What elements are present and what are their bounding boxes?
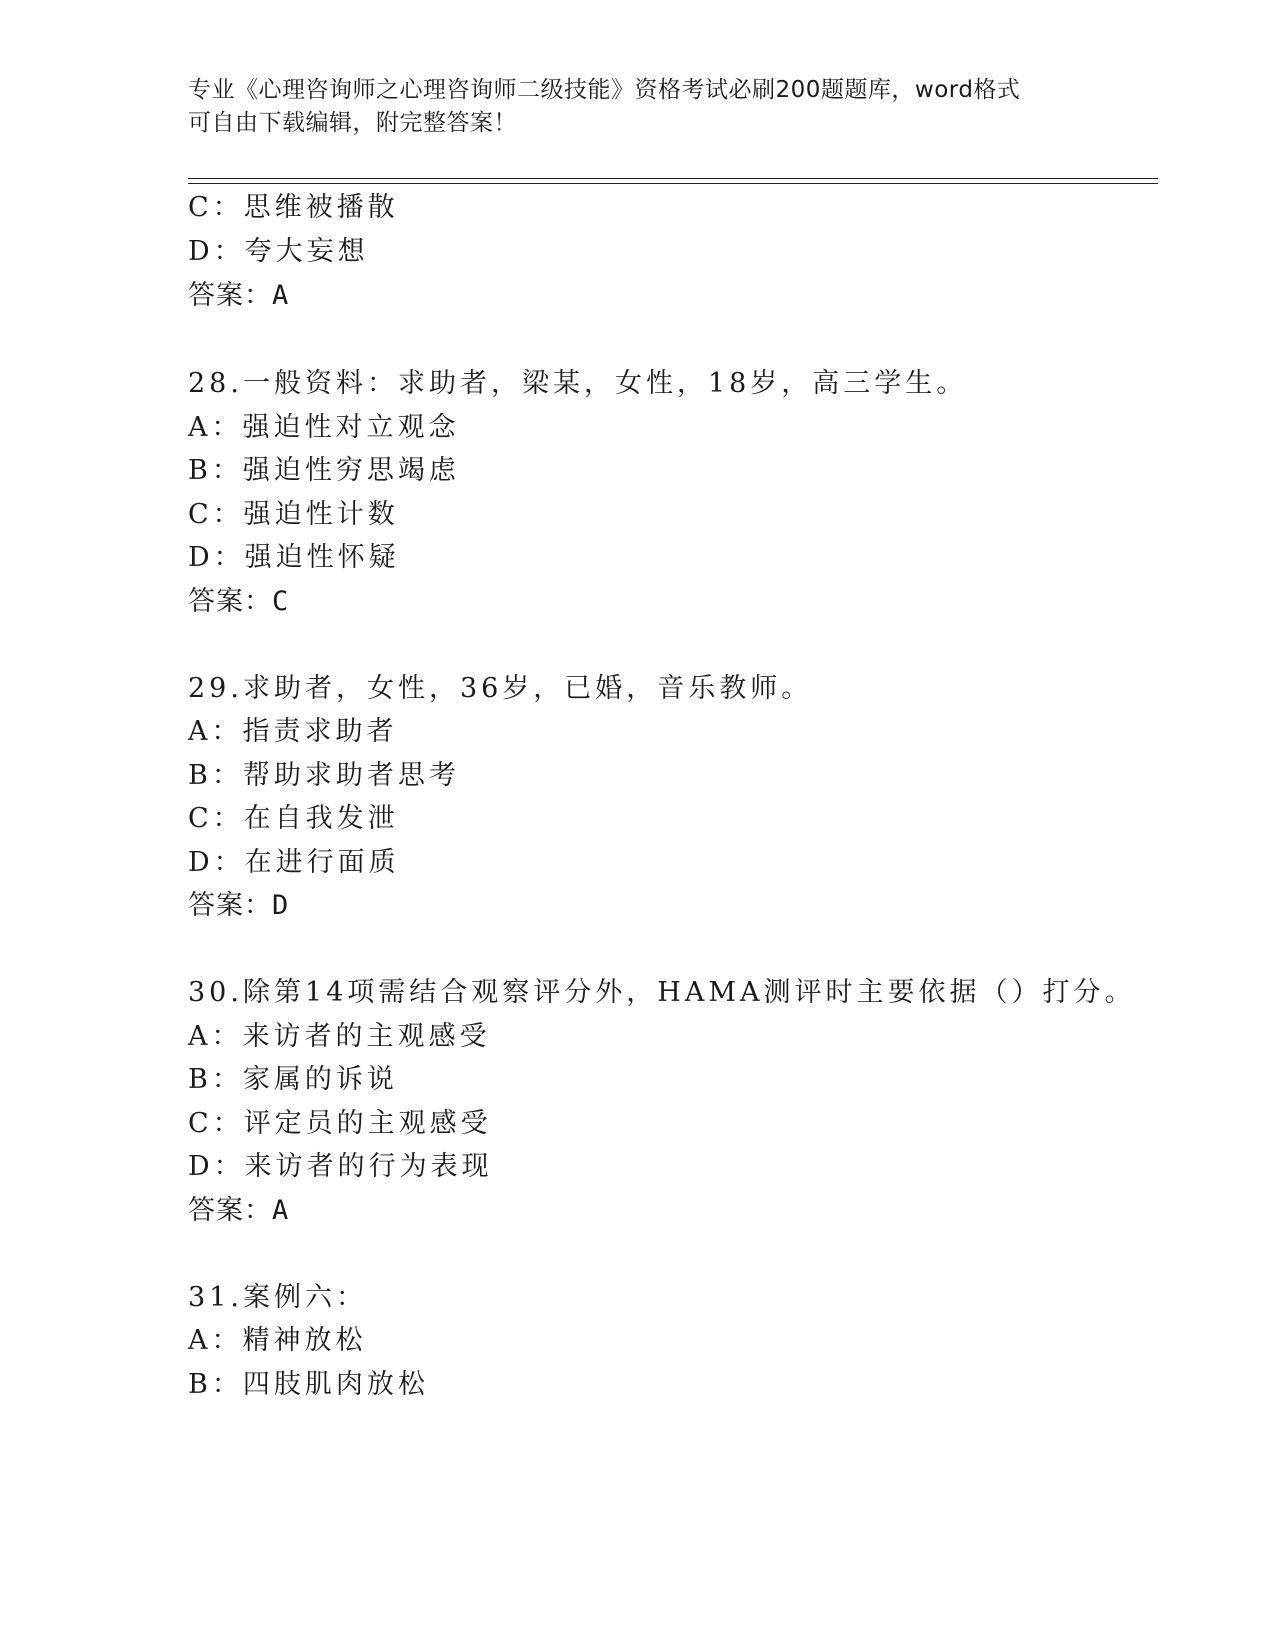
question-stem: 30.除第14项需结合观察评分外，HAMA测评时主要依据（）打分。 [188,977,1136,1008]
answer-value: A [272,280,290,311]
option-a: A：来访者的主观感受 [188,1021,491,1052]
answer-label: 答案： [188,1195,272,1226]
answer-label: 答案： [188,586,272,617]
option-a: A：指责求助者 [188,716,398,747]
option-c: C：思维被播散 [188,192,399,223]
option-c: C：强迫性计数 [188,499,399,530]
answer-value: D [272,890,290,921]
answer-line [188,1193,289,1229]
header-divider-top [188,178,1158,179]
option-a: A：精神放松 [188,1325,367,1356]
answer-value: A [272,1195,290,1226]
question-stem: 28.一般资料：求助者，梁某，女性，18岁，高三学生。 [188,368,968,399]
header-divider-bottom [188,183,1158,184]
option-c: C：在自我发泄 [188,803,399,834]
answer-label: 答案： [188,890,272,921]
header-line-1: 专业《心理咨询师之心理咨询师二级技能》资格考试必刷200题题库，word格式 [188,77,1021,103]
option-d: D：在进行面质 [188,847,400,878]
option-c: C：评定员的主观感受 [188,1108,492,1139]
option-b: B：家属的诉说 [188,1064,398,1095]
answer-line [188,888,289,924]
option-b: B：帮助求助者思考 [188,760,460,791]
answer-label: 答案： [188,280,272,311]
header-line-2: 可自由下载编辑，附完整答案！ [188,110,517,136]
option-d: D：强迫性怀疑 [188,542,400,573]
option-b: B：四肢肌肉放松 [188,1369,429,1400]
option-a: A：强迫性对立观念 [188,412,460,443]
answer-line [188,278,289,314]
answer-value: C [272,586,290,617]
option-b: B：强迫性穷思竭虑 [188,455,460,486]
option-d: D：夸大妄想 [188,236,369,267]
question-stem: 29.求助者，女性，36岁，已婚，音乐教师。 [188,673,813,704]
document-header [188,74,1088,140]
answer-line [188,584,289,620]
question-stem: 31.案例六： [188,1282,367,1313]
option-d: D：来访者的行为表现 [188,1151,493,1182]
